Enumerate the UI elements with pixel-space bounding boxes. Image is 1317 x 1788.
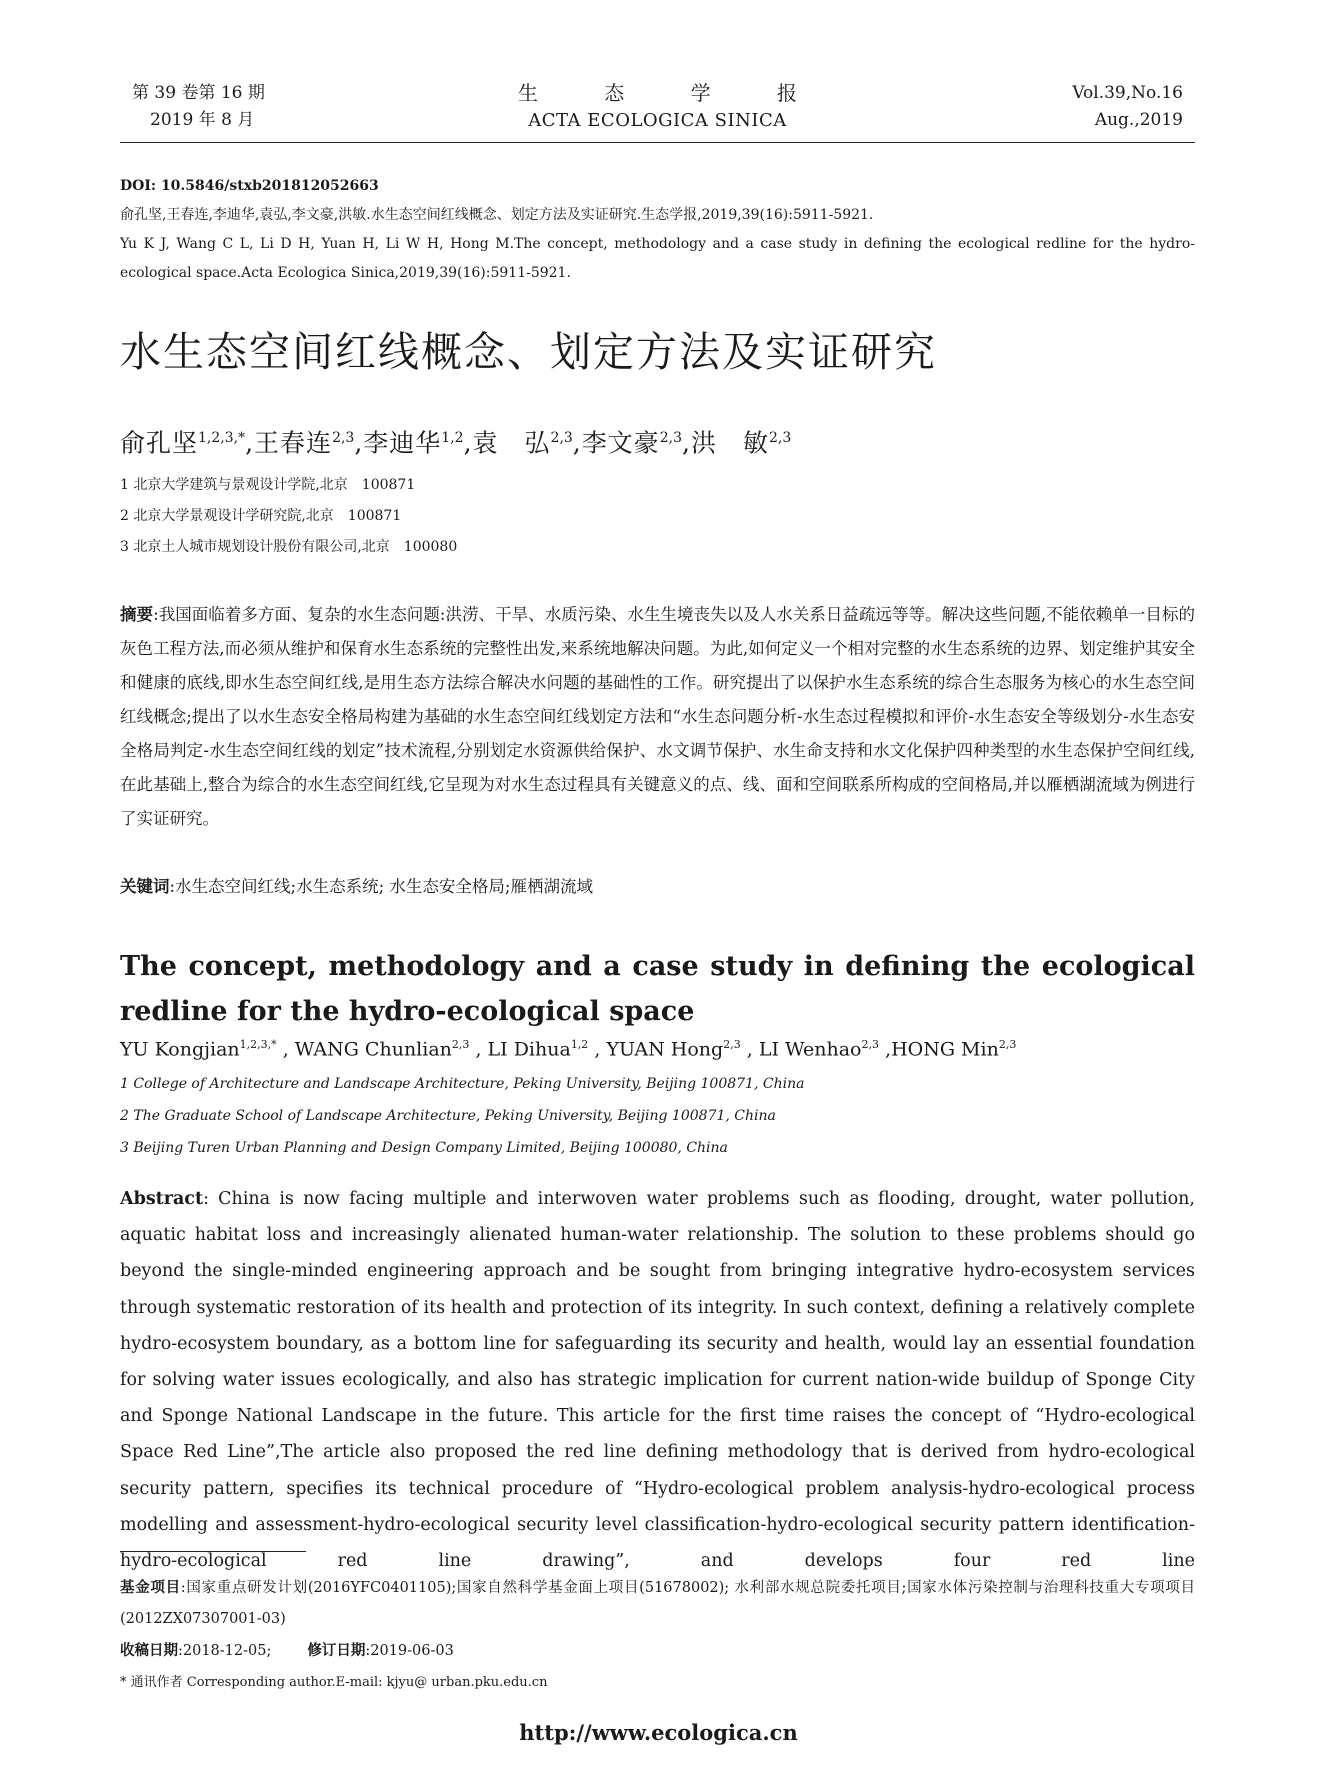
author-en: HONG Min [891,1038,999,1061]
affiliation-en-3: 3 Beijing Turen Urban Planning and Design Company Limited, Beijing 100080, China [120,1140,728,1156]
dates-note [120,1635,1195,1667]
keywords-zh-text: :水生态空间红线;水生态系统; 水生态安全格局;雁栖湖流域 [169,877,593,896]
author-zh: 俞孔坚 [120,428,199,458]
author-en: LI Wenhao [758,1038,862,1061]
abstract-zh [120,598,1195,836]
running-header [120,80,1195,140]
doi-value[interactable]: 10.5846/stxb201812052663 [160,178,379,194]
keywords-zh [120,870,1195,904]
author-en: WANG Chunlian [294,1038,452,1061]
abstract-en-text: : China is now facing multiple and interwoven water problems such as flooding, drought, water pollution, aquatic habitat loss and increasingly alienated human-water relationship. The solution to these problems should go beyond the single-minded engineering approach and be sought from bringing integrative hydro-ecosystem services through systematic restoration of its health and protection of its integrity. In such context, defining a relatively complete hydro-ecosystem boundary, as a bottom line for safeguarding its security and health, would lay an essential foundation for solving water issues ecologically, and also has strategic implication for current nation-wide buildup of Sponge City and Sponge National Landscape in the future. This article for the first time raises the concept of “Hydro-ecological Space Red Line”,The article also proposed the red line defining methodology that is derived from hydro-ecological security pattern, specifies its technical procedure of “Hydro-ecological problem analysis-hydro-ecological process modelling and assessment-hydro-ecological security level classification-hydro-ecological security pattern identification-hydro-ecological red line drawing”, and develops four red line [120,1189,1195,1572]
abstract-en-label: Abstract [120,1189,204,1209]
author-zh-affiliation-mark: 1,2,3,* [198,430,246,446]
affiliation-zh-3: 3 北京土人城市规划设计股份有限公司,北京 100080 [120,539,458,555]
citation-zh: 俞孔坚,王春连,李迪华,袁弘,李文豪,洪敏.水生态空间红线概念、划定方法及实证研究.生态学报,2019,39(16):5911-5921. [120,207,874,223]
date-zh: 2019 年 8 月 [150,110,255,130]
author-en: YUAN Hong [606,1038,724,1061]
journal-name-en: ACTA ECOLOGICA SINICA [528,110,787,131]
author-zh: 李文豪 [581,428,660,458]
paper-title-en: The concept, methodology and a case study in defining the ecological redline for the hydro-ecological space [120,951,1195,1027]
author-en-affiliation-mark: 2,3 [451,1038,470,1051]
author-en-affiliation-mark: 2,3 [998,1038,1017,1051]
header-rule [120,142,1195,143]
author-zh-affiliation-mark: 2,3 [659,430,683,446]
author-zh: 王春连 [254,428,333,458]
citation-block [120,172,1195,288]
author-en: LI Dihua [487,1038,571,1061]
keywords-zh-label: 关键词 [120,877,170,896]
author-zh: 袁 弘 [472,428,551,458]
author-zh-affiliation-mark: 1,2 [441,430,464,446]
revised-date: :2019-06-03 [365,1643,454,1659]
author-en-affiliation-mark: 2,3 [723,1038,741,1051]
funding-text: :国家重点研发计划(2016YFC0401105);国家自然科学基金面上项目(51678002); 水利部水规总院委托项目;国家水体污染控制与治理科技重大专项项目(2012ZX07307001-03) [120,1580,1196,1627]
affiliations-en [120,1068,1195,1164]
received-date: :2018-12-05; [178,1643,272,1659]
citation-en: Yu K J, Wang C L, Li D H, Yuan H, Li W H, Hong M.The concept, methodology and a case study in defining the ecological redline for the hydro-ecological space.Acta Ecologica Sinica,2019,39(16):5911-5921. [120,236,1195,281]
received-label: 收稿日期 [120,1642,178,1659]
author-en-separator: , [740,1038,759,1061]
paper-title-zh: 水生态空间红线概念、划定方法及实证研究 [120,328,937,376]
journal-name-zh: 生 态 学 报 [517,81,828,105]
doi-line: DOI: 10.5846/stxb201812052663 [120,178,379,194]
author-en: YU Kongjian [120,1038,240,1061]
header-center [120,80,1195,134]
funding-label: 基金项目 [120,1579,181,1596]
author-zh-affiliation-mark: 2,3 [550,430,573,446]
revised-label: 修订日期 [307,1642,366,1659]
corresponding-author: * 通讯作者 Corresponding author.E-mail: kjyu@ urban.pku.edu.cn [120,1675,548,1690]
funding-note [120,1572,1195,1635]
affiliations-zh [120,470,1195,563]
abstract-zh-text: :我国面临着多方面、复杂的水生态问题:洪涝、干旱、水质污染、水生生境丧失以及人水关系日益疏远等等。解决这些问题,不能依赖单一目标的灰色工程方法,而必须从维护和保育水生态系统的完整性出发,来系统地解决问题。为此,如何定义一个相对完整的水生态系统的边界、划定维护其安全和健康的底线,即水生态空间红线,是用生态方法综合解决水问题的基础性的工作。研究提出了以保护水生态系统的综合生态服务为核心的水生态空间红线概念;提出了以水生态安全格局构建为基础的水生态空间红线划定方法和“水生态问题分析-水生态过程模拟和评价-水生态安全等级划分-水生态安全格局判定-水生态空间红线的划定”技术流程,分别划定水资源供给保护、水文调节保护、水生命支持和水文化保护四种类型的水生态保护空间红线,在此基础上,整合为综合的水生态空间红线,它呈现为对水生态过程具有关键意义的点、线、面和空间联系所构成的空间格局,并以雁栖湖流域为例进行了实证研究。 [120,605,1196,828]
volume-issue-zh: 第 39 卷第 16 期 [132,83,265,103]
footnote-rule [120,1551,306,1552]
author-en-affiliation-mark: 1,2 [570,1038,589,1051]
author-zh-affiliation-mark: 2,3 [769,430,792,446]
abstract-zh-label: 摘要 [120,605,154,624]
abstract-en [120,1181,1195,1579]
author-en-separator: , [276,1038,295,1061]
author-zh: 洪 敏 [690,428,769,458]
date-en: Aug.,2019 [1094,110,1183,130]
author-zh: 李迪华 [363,428,442,458]
author-en-separator: , [588,1038,607,1061]
author-en-affiliation-mark: 2,3 [861,1038,879,1051]
author-zh-affiliation-mark: 2,3 [332,430,355,446]
author-en-separator: , [469,1038,488,1061]
authors-en [120,1030,1195,1064]
affiliation-en-1: 1 College of Architecture and Landscape Architecture, Peking University, Beijing 100871, China [120,1076,805,1092]
doi-label: DOI [120,178,151,194]
volume-issue-en: Vol.39,No.16 [1072,83,1183,103]
affiliation-zh-2: 2 北京大学景观设计学研究院,北京 100871 [120,508,402,524]
footer-url[interactable]: http://www.ecologica.cn [519,1720,798,1745]
footnote [120,1572,1195,1698]
author-en-affiliation-mark: 1,2,3,* [239,1038,277,1051]
authors-zh: 俞孔坚$^{1,2,3,*}$,王春连$^{2,3}$,李迪华$^{1,2}$,袁 弘$^{2,3}$,李文豪$^{2,3}$,洪 敏$^{2,3}$ [120,428,792,458]
header-right [1072,80,1183,134]
affiliation-zh-1: 1 北京大学建筑与景观设计学院,北京 100871 [120,477,416,493]
affiliation-en-2: 2 The Graduate School of Landscape Architecture, Peking University, Beijing 100871, China [120,1108,776,1124]
author-en-separator: , [878,1038,892,1061]
